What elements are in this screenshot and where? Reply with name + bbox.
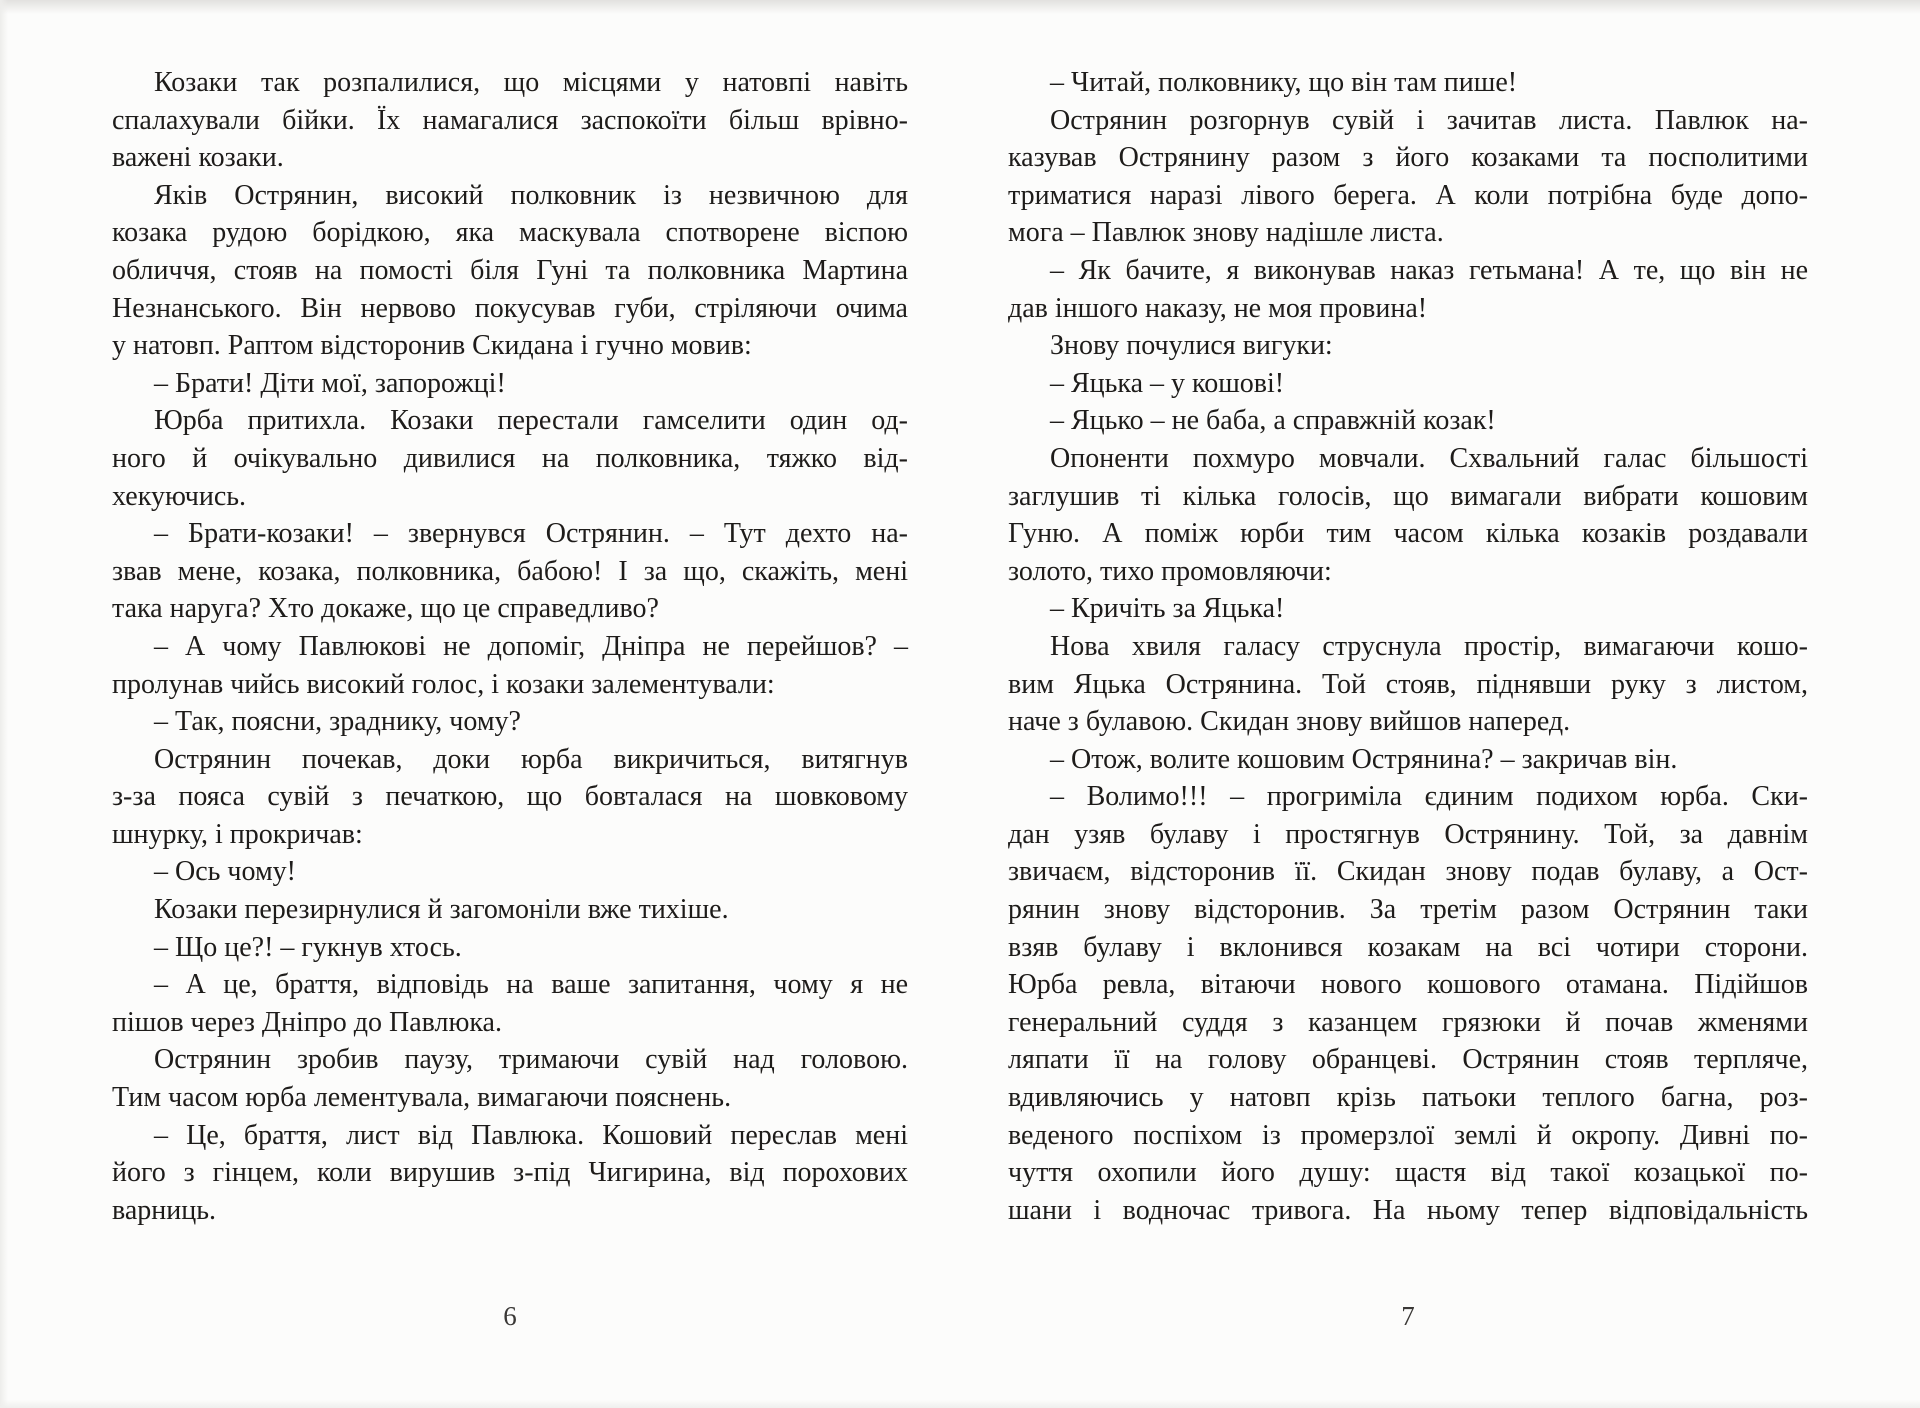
text-line: Острянин зробив паузу, тримаючи сувій над головою. <box>154 1044 908 1076</box>
text-line: спалахували бійки. Їх намагалися заспокоїти більш врівно- <box>112 104 908 136</box>
text-line: – Як бачите, я виконував наказ гетьмана! А те, що він не <box>1050 254 1808 286</box>
paragraph <box>1008 102 1808 252</box>
text-line: варниць. <box>112 1194 217 1226</box>
text-line: наче з булавою. Скидан знову вийшов наперед. <box>1008 706 1571 738</box>
text-line: веденого поспіхом із промерзлої землі й окропу. Дивні по- <box>1008 1119 1808 1151</box>
text-line: шани і водночас тривога. На ньому тепер відповідальність <box>1008 1194 1808 1226</box>
paragraph <box>1008 741 1808 779</box>
text-line: Яків Острянин, високий полковник із незвичною для <box>154 179 908 211</box>
paragraph <box>112 365 908 403</box>
paragraph <box>112 703 908 741</box>
page-number-left: 6 <box>503 1301 517 1331</box>
text-line: його з гінцем, коли вирушив з-під Чигирина, від порохових <box>112 1157 908 1189</box>
paragraph <box>112 891 908 929</box>
text-line: Незнанського. Він нервово покусував губи, стріляючи очима <box>112 292 908 324</box>
text-line: Острянин розгорнув сувій і зачитав листа. Павлюк на- <box>1050 104 1808 136</box>
text-line: козака рудою борідкою, яка маскувала спотворене віспою <box>112 217 908 249</box>
text-line: звав мене, козака, полковника, бабою! І за що, скажіть, мені <box>112 555 908 587</box>
text-line: шнурку, і прокричав: <box>112 818 363 850</box>
scan-edge-left <box>0 0 8 1408</box>
text-line: – Так, поясни, зраднику, чому? <box>154 706 521 738</box>
text-line: – Яцько – не баба, а справжній козак! <box>1050 405 1496 437</box>
text-line: Тим часом юрба лементувала, вимагаючи пояснень. <box>112 1082 732 1114</box>
text-line: – Волимо!!! – прогриміла єдиним подихом юрба. Ски- <box>1050 781 1808 813</box>
page-number-right: 7 <box>1401 1301 1415 1331</box>
paragraph <box>1008 365 1808 403</box>
text-line: важені козаки. <box>112 142 284 174</box>
text-line: чуття охопили його душу: щастя від такої козацької по- <box>1008 1157 1808 1189</box>
text-line: хекуючись. <box>112 480 247 512</box>
paragraph <box>112 64 908 177</box>
paragraph <box>1008 252 1808 327</box>
book-page-right <box>1008 64 1808 1229</box>
text-line: така наруга? Хто докаже, що це справедливо? <box>112 593 659 625</box>
text-line: – Що це?! – гукнув хтось. <box>154 931 462 963</box>
text-line: – Брати-козаки! – звернувся Острянин. – Тут дехто на- <box>154 518 908 550</box>
text-line: казував Острянину разом з його козаками та посполитими <box>1008 142 1808 174</box>
text-line: – Читай, полковнику, що він там пише! <box>1050 67 1518 98</box>
text-line: у натовп. Раптом відсторонив Скидана і гучно мовив: <box>112 330 752 362</box>
text-line: золото, тихо промовляючи: <box>1008 555 1332 587</box>
text-line: дав іншого наказу, не моя провина! <box>1008 292 1428 324</box>
text-line: Острянин почекав, доки юрба викричиться, витягнув <box>154 743 908 775</box>
text-line: дан узяв булаву і простягнув Острянину. Той, за давнім <box>1008 818 1808 850</box>
paragraph <box>1008 440 1808 590</box>
text-line: Козаки так розпалилися, що місцями у натовпі навіть <box>154 67 908 98</box>
paragraph <box>1008 327 1808 365</box>
paragraph <box>112 1041 908 1116</box>
paragraph <box>1008 628 1808 741</box>
text-line: з-за пояса сувій з печаткою, що бовталася на шовковому <box>112 781 908 813</box>
paragraph <box>112 966 908 1041</box>
paragraph <box>112 402 908 515</box>
text-line: звичаєм, відсторонив її. Скидан знову подав булаву, а Ост- <box>1008 856 1808 888</box>
page-left-text <box>112 64 908 1229</box>
text-line: Козаки перезирнулися й загомоніли вже тихіше. <box>154 894 729 926</box>
text-line: генеральний суддя з казанцем грязюки й почав жменями <box>1008 1006 1808 1038</box>
scan-edge-bottom <box>0 1400 1920 1408</box>
paragraph <box>1008 402 1808 440</box>
text-line: Знову почулися вигуки: <box>1050 330 1333 362</box>
text-line: – Яцька – у кошові! <box>1050 367 1285 399</box>
paragraph <box>112 853 908 891</box>
text-line: ляпати її на голову обранцеві. Острянин стояв терпляче, <box>1008 1044 1808 1076</box>
text-line: Юрба притихла. Козаки перестали гамселити один од- <box>154 405 908 437</box>
paragraph <box>112 929 908 967</box>
text-line: – Кричіть за Яцька! <box>1050 593 1285 625</box>
paragraph <box>1008 590 1808 628</box>
book-page-left <box>112 64 908 1229</box>
text-line: мога – Павлюк знову надішле листа. <box>1008 217 1444 249</box>
paragraph <box>1008 64 1808 102</box>
text-line: обличчя, стояв на помості біля Гуні та полковника Мартина <box>112 254 908 286</box>
text-line: Гуню. А поміж юрби тим часом кілька козаків роздавали <box>1008 518 1808 550</box>
text-line: пішов через Дніпро до Павлюка. <box>112 1006 502 1038</box>
paragraph <box>112 1117 908 1230</box>
text-line: пролунав чийсь високий голос, і козаки залементували: <box>112 668 775 700</box>
text-line: – Ось чому! <box>154 856 297 888</box>
text-line: Нова хвиля галасу струснула простір, вимагаючи кошо- <box>1050 630 1808 662</box>
paragraph <box>112 741 908 854</box>
text-line: – Це, браття, лист від Павлюка. Кошовий переслав мені <box>154 1119 908 1151</box>
text-line: вдивляючись у натовп крізь патьоки теплого багна, роз- <box>1008 1082 1808 1114</box>
text-line: – Отож, волите кошовим Острянина? – закричав він. <box>1050 743 1678 775</box>
paragraph <box>112 628 908 703</box>
text-line: рянин знову відсторонив. За третім разом Острянин таки <box>1008 894 1808 926</box>
text-line: триматися наразі лівого берега. А коли потрібна буде допо- <box>1008 179 1808 211</box>
text-line: вим Яцька Острянина. Той стояв, піднявши руку з листом, <box>1008 668 1808 700</box>
paragraph <box>112 177 908 365</box>
text-line: – А це, браття, відповідь на ваше запитання, чому я не <box>154 969 908 1001</box>
scan-edge-top <box>0 0 1920 14</box>
text-line: заглушив ті кілька голосів, що вимагали вибрати кошовим <box>1008 480 1808 512</box>
text-line: Юрба ревла, вітаючи нового кошового отамана. Підійшов <box>1008 969 1808 1001</box>
text-line: Опоненти похмуро мовчали. Схвальний галас більшості <box>1050 442 1808 474</box>
text-line: – Брати! Діти мої, запорожці! <box>154 367 506 399</box>
text-line: – А чому Павлюкові не допоміг, Дніпра не перейшов? – <box>154 630 908 662</box>
paragraph <box>1008 778 1808 1229</box>
paragraph <box>112 515 908 628</box>
text-line: ного й очікувально дивилися на полковника, тяжко від- <box>112 442 908 474</box>
page-right-text <box>1008 64 1808 1229</box>
text-line: взяв булаву і вклонився козакам на всі чотири сторони. <box>1008 931 1808 963</box>
